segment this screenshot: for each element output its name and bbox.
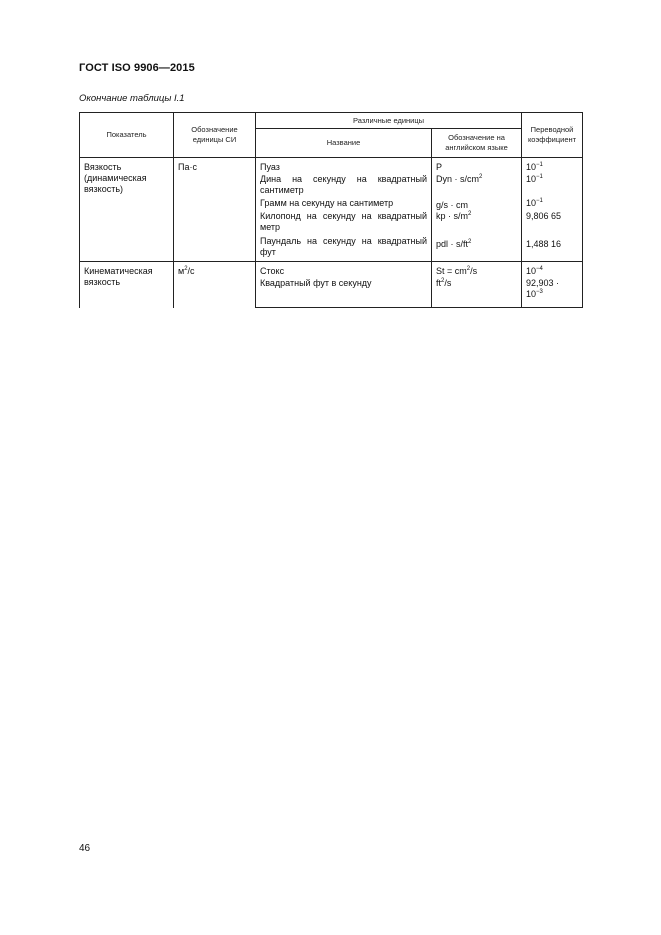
unit-name-cell: Пуаз [256, 158, 432, 175]
header-indicator: Показатель [80, 113, 174, 158]
english-designation-cell: $St = cm^2/s$ [432, 262, 522, 279]
english-designation-cell: kp · $s/m^2$ [432, 211, 522, 233]
conversion-factor-cell: $10^{-1}$ [522, 158, 583, 175]
conversion-factor-cell: $10^{-4}$ [522, 262, 583, 279]
unit-name-cell: Квадратный фут в секунду [256, 278, 432, 308]
english-designation-cell: pdl · $s/ft^2$ [432, 233, 522, 262]
conversion-factor-cell: 1,488 16 [522, 233, 583, 262]
indicator-cell: Кинематическая вязкость [80, 262, 174, 308]
indicator-cell: Вязкость (динамическая вязкость) [80, 158, 174, 262]
header-name: Название [256, 129, 432, 158]
english-designation-cell: Dyn · $s/cm^2$ [432, 174, 522, 196]
conversion-factor-cell: $92,903 \cdot 10^{-3}$ [522, 278, 583, 308]
document-header: ГОСТ ISO 9906—2015 [79, 62, 195, 74]
table-row [80, 158, 583, 175]
unit-name-cell: Дина на секунду на квадратный сантиметр [256, 174, 432, 196]
si-unit-cell: Па·с [174, 158, 256, 262]
unit-name-cell: Стокс [256, 262, 432, 279]
si-unit-cell: $м^2/с$ [174, 262, 256, 308]
conversion-factor-cell: $10^{-1}$ [522, 174, 583, 196]
unit-name-cell: Паундаль на секунду на квадратный фут [256, 233, 432, 262]
english-designation-cell: g/s · cm [432, 196, 522, 211]
unit-name-cell: Грамм на секунду на сантиметр [256, 196, 432, 211]
conversion-factor-cell: $10^{-1}$ [522, 196, 583, 211]
header-conversion-factor: Переводной коэффициент [522, 113, 583, 158]
unit-name-cell: Килопонд на секунду на квадратный метр [256, 211, 432, 233]
conversion-factor-cell: 9,806 65 [522, 211, 583, 233]
table-caption: Окончание таблицы I.1 [79, 93, 185, 104]
table-row [80, 262, 583, 279]
english-designation-cell: P [432, 158, 522, 175]
header-english-designation: Обозначение на английском языке [432, 129, 522, 158]
page-number: 46 [79, 843, 91, 854]
units-table [79, 112, 583, 308]
english-designation-cell: $ft^2/s$ [432, 278, 522, 308]
header-si-designation: Обозначение единицы СИ [174, 113, 256, 158]
header-various-units: Различные единицы [256, 113, 522, 129]
